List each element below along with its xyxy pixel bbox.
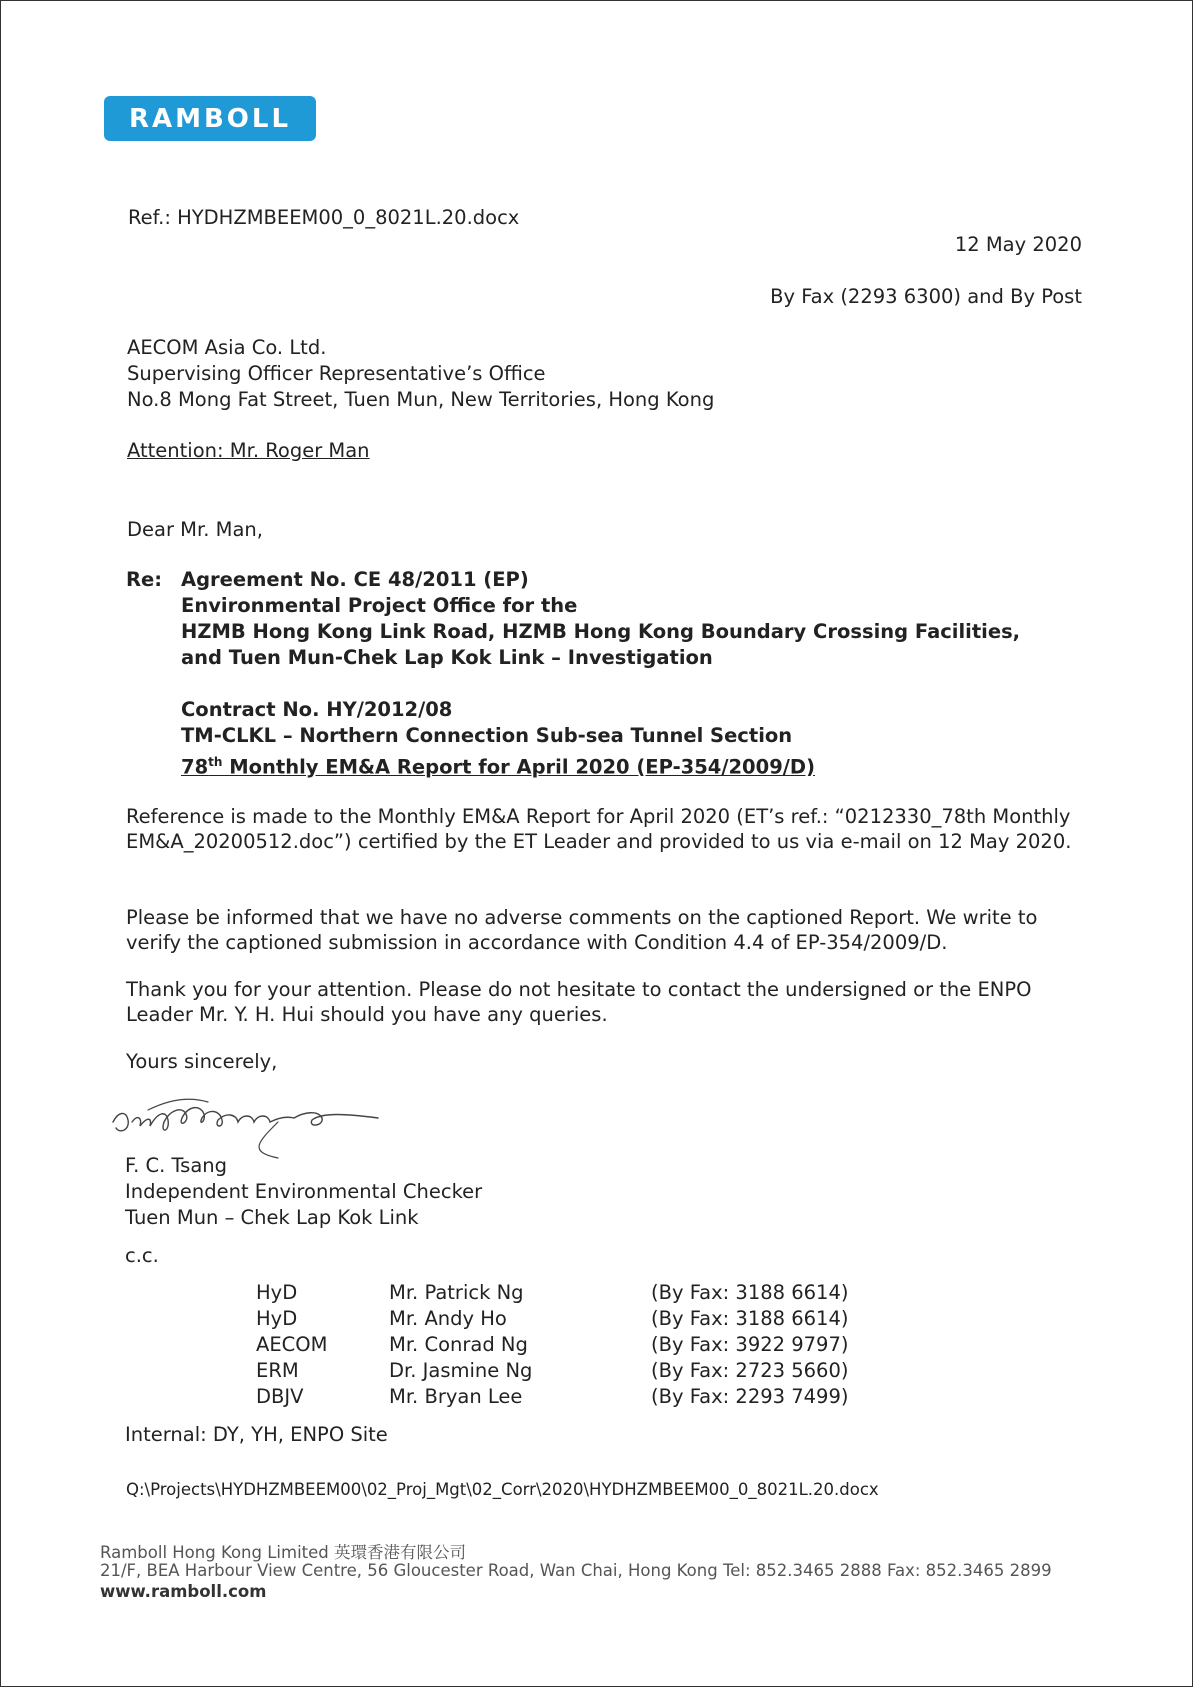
subject-line: and Tuen Mun-Chek Lap Kok Link – Investigation xyxy=(181,646,713,669)
cc-label: c.c. xyxy=(125,1244,159,1267)
attention-line: Attention: Mr. Roger Man xyxy=(127,439,370,462)
cc-row xyxy=(256,1306,876,1332)
paragraph-comments: Please be informed that we have no adverse comments on the captioned Report. We write to verify the captioned submission in accordance with Condition 4.4 of EP-354/2009/D. xyxy=(126,906,1038,954)
cc-fax: (By Fax: 3188 6614) xyxy=(651,1307,849,1330)
report-title: Monthly EM&A Report for April 2020 (EP-354/2009/D) xyxy=(222,755,815,779)
signatory-title: Independent Environmental Checker xyxy=(125,1180,483,1203)
cc-list xyxy=(256,1280,876,1410)
cc-org: HyD xyxy=(256,1281,298,1304)
cc-org: HyD xyxy=(256,1307,298,1330)
cc-name: Mr. Andy Ho xyxy=(389,1307,507,1330)
cc-fax: (By Fax: 2723 5660) xyxy=(651,1359,849,1382)
internal-distribution: Internal: DY, YH, ENPO Site xyxy=(125,1423,388,1446)
cc-name: Mr. Patrick Ng xyxy=(389,1281,524,1304)
subject-lines xyxy=(181,567,1020,781)
report-number: 78 xyxy=(181,755,209,779)
footer-website: www.ramboll.com xyxy=(100,1582,267,1601)
subject-line: Environmental Project Office for the xyxy=(181,594,578,617)
recipient-address xyxy=(127,335,714,413)
salutation: Dear Mr. Man, xyxy=(127,518,263,541)
contract-line: TM-CLKL – Northern Connection Sub-sea Tunnel Section xyxy=(181,724,793,747)
cc-name: Dr. Jasmine Ng xyxy=(389,1359,533,1382)
cc-org: AECOM xyxy=(256,1333,328,1356)
subject-line: Agreement No. CE 48/2011 (EP) xyxy=(181,568,529,591)
address-line: Supervising Officer Representative’s Office xyxy=(127,362,546,385)
address-line: AECOM Asia Co. Ltd. xyxy=(127,336,327,359)
re-label: Re: xyxy=(126,568,163,591)
cc-row xyxy=(256,1280,876,1306)
address-line: No.8 Mong Fat Street, Tuen Mun, New Territories, Hong Kong xyxy=(127,388,715,411)
logo-text: RAMBOLL xyxy=(128,103,292,134)
cc-org: DBJV xyxy=(256,1385,304,1408)
report-title-line xyxy=(181,749,1020,781)
signatory-project: Tuen Mun – Chek Lap Kok Link xyxy=(125,1206,419,1229)
subject-line: HZMB Hong Kong Link Road, HZMB Hong Kong Boundary Crossing Facilities, xyxy=(181,620,1021,643)
footer-company: Ramboll Hong Kong Limited 英環香港有限公司 xyxy=(100,1543,466,1562)
paragraph-contact: Thank you for your attention. Please do not hesitate to contact the undersigned or the ENPO Leader Mr. Y. H. Hui should you have any queries. xyxy=(126,978,1032,1026)
cc-fax: (By Fax: 2293 7499) xyxy=(651,1385,849,1408)
cc-fax: (By Fax: 3188 6614) xyxy=(651,1281,849,1304)
cc-row xyxy=(256,1384,876,1410)
cc-name: Mr. Conrad Ng xyxy=(389,1333,528,1356)
cc-fax: (By Fax: 3922 9797) xyxy=(651,1333,849,1356)
closing: Yours sincerely, xyxy=(126,1050,278,1073)
signatory-name: F. C. Tsang xyxy=(125,1154,228,1177)
cc-org: ERM xyxy=(256,1359,299,1382)
report-number-suffix: th xyxy=(208,755,223,769)
file-path: Q:\Projects\HYDHZMBEEM00\02_Proj_Mgt\02_Corr\2020\HYDHZMBEEM00_0_8021L.20.docx xyxy=(126,1480,879,1499)
footer-address: 21/F, BEA Harbour View Centre, 56 Gloucester Road, Wan Chai, Hong Kong Tel: 852.3465 2888 Fax: 852.3465 2899 xyxy=(100,1561,1052,1580)
signatory-block xyxy=(125,1153,482,1231)
cc-name: Mr. Bryan Lee xyxy=(389,1385,523,1408)
ramboll-logo xyxy=(104,96,316,141)
cc-row xyxy=(256,1332,876,1358)
delivery-method: By Fax (2293 6300) and By Post xyxy=(770,285,1082,308)
reference-number: Ref.: HYDHZMBEEM00_0_8021L.20.docx xyxy=(128,206,520,229)
cc-row xyxy=(256,1358,876,1384)
letter-date: 12 May 2020 xyxy=(954,233,1082,256)
paragraph-reference: Reference is made to the Monthly EM&A Report for April 2020 (ET’s ref.: “0212330_78th Monthly EM&A_20200512.doc”) certified by the ET Leader and provided to us via e-mail on 12 May 2020. xyxy=(126,805,1072,853)
contract-line: Contract No. HY/2012/08 xyxy=(181,698,453,721)
